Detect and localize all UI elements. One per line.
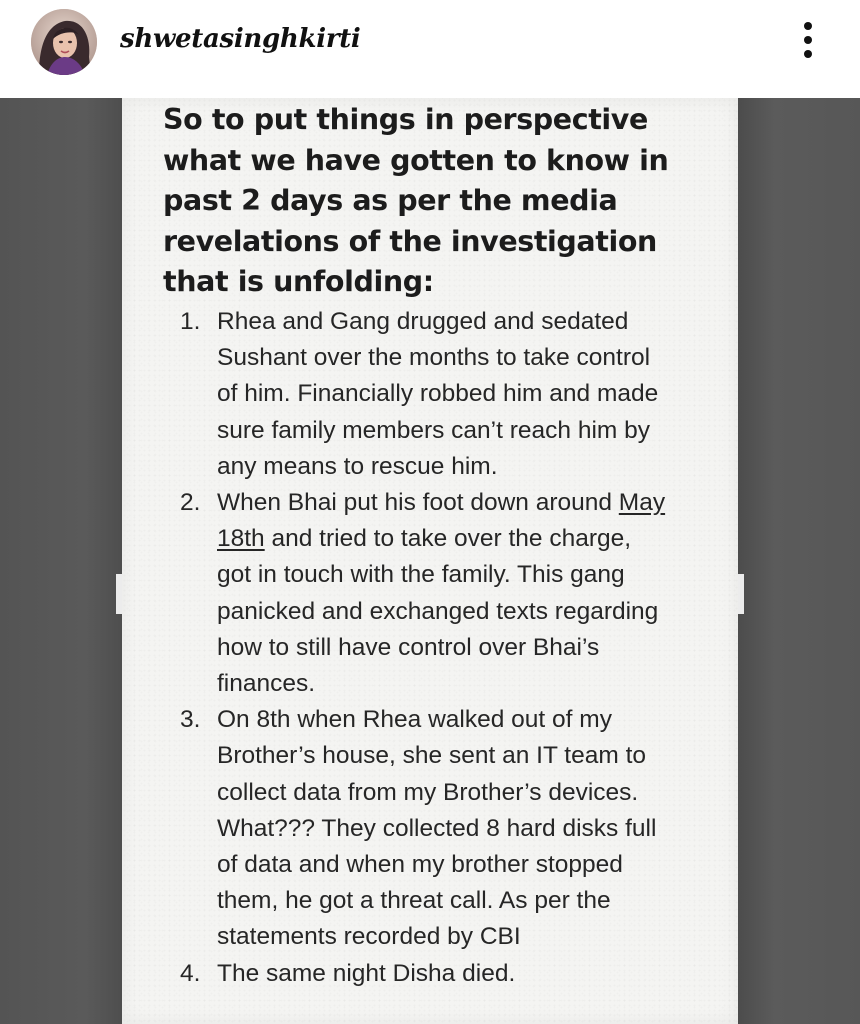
date-link[interactable]: 18th: [217, 525, 265, 553]
note-heading: [163, 100, 723, 303]
list-line: them, he got a threat call. As per the: [217, 887, 611, 915]
list-line: What??? They collected 8 hard disks full: [217, 814, 657, 842]
list-line: of him. Financially robbed him and made: [217, 380, 659, 408]
list-line: got in touch with the family. This gang: [217, 561, 625, 589]
image-background-right: [738, 98, 860, 1024]
date-link[interactable]: May: [618, 489, 666, 517]
list-item: [180, 702, 730, 955]
list-line: The same night Disha died.: [217, 959, 516, 987]
heading-line: revelations of the investigation: [163, 224, 657, 258]
list-line-text: and tried to take over the charge,: [264, 525, 632, 553]
post-image[interactable]: [0, 98, 860, 1024]
note-paper: [122, 98, 738, 1024]
profile-photo: [31, 9, 97, 75]
post-username[interactable]: shwetasinghkirti: [120, 24, 361, 54]
post-header: [0, 0, 860, 98]
list-line: collect data from my Brother’s devices.: [217, 778, 639, 806]
more-vertical-icon: [804, 36, 812, 44]
paper-handle-right: [738, 574, 744, 614]
list-line: Sushant over the months to take control: [217, 344, 651, 372]
list-line: how to still have control over Bhai’s: [217, 633, 600, 661]
list-line: of data and when my brother stopped: [217, 851, 623, 879]
list-line: [217, 521, 730, 557]
list-item: [180, 956, 730, 992]
more-vertical-icon: [804, 22, 812, 30]
more-options-button[interactable]: [790, 18, 826, 62]
note-points-list: [180, 304, 730, 992]
list-line: panicked and exchanged texts regarding: [217, 597, 659, 625]
list-line: any means to rescue him.: [217, 452, 498, 480]
list-number: 1.: [180, 308, 201, 335]
heading-line: past 2 days as per the media: [163, 184, 618, 217]
image-background-left: [0, 98, 122, 1024]
list-item: [180, 485, 730, 702]
heading-line: that is unfolding:: [163, 265, 434, 298]
heading-line: So to put things in perspective: [163, 103, 648, 136]
list-line: sure family members can’t reach him by: [217, 416, 650, 444]
list-number: 3.: [180, 706, 201, 734]
list-line: Rhea and Gang drugged and sedated: [217, 308, 629, 335]
list-number: 4.: [180, 959, 201, 987]
list-line: On 8th when Rhea walked out of my: [217, 706, 612, 734]
list-item: [180, 304, 730, 485]
list-line: finances.: [217, 670, 316, 698]
heading-line: what we have gotten to know in: [163, 143, 669, 177]
list-line: statements recorded by CBI: [217, 923, 521, 951]
list-line: [217, 485, 730, 521]
list-number: 2.: [180, 489, 201, 517]
more-vertical-icon: [804, 50, 812, 58]
list-line-text: When Bhai put his foot down around: [217, 489, 619, 517]
avatar[interactable]: [31, 9, 97, 75]
list-line: Brother’s house, she sent an IT team to: [217, 742, 647, 770]
